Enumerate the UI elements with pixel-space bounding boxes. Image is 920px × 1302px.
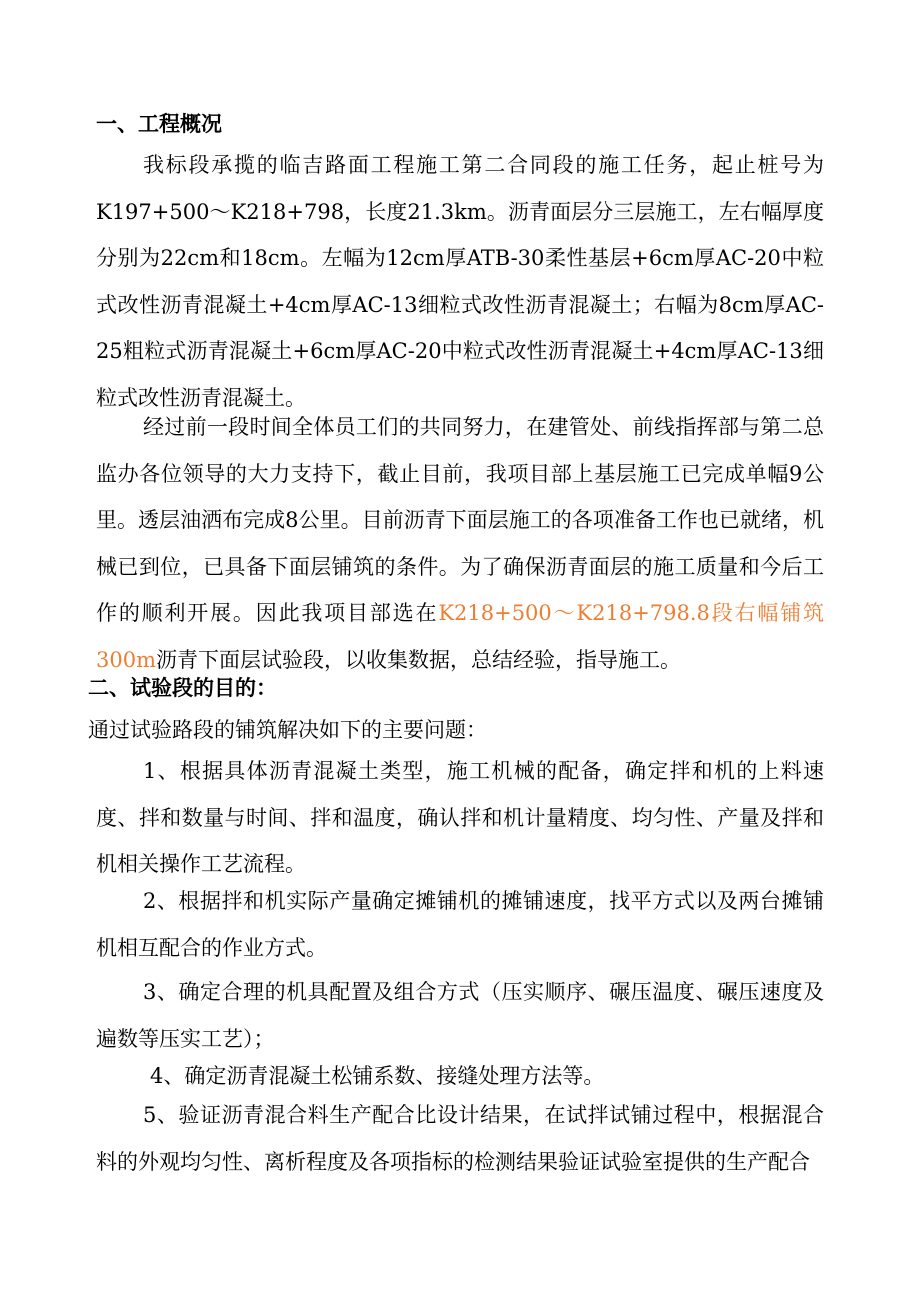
section2-heading: 二、试验段的目的：	[88, 676, 277, 700]
section1-heading: 一、工程概况	[96, 112, 222, 136]
section2-intro: 通过试验路段的铺筑解决如下的主要问题：	[88, 718, 487, 742]
progress-text: 经过前一段时间全体员工们的共同努力，在建管处、前线指挥部与第二总监办各位领导的大力支持下，截止目前，我项目部上基层施工已完成单幅9公里。透层油洒布完成8公里。目前沥青下面层施工的各项准备工作也已就绪，机械已到位，已具备下面层铺筑的条件。为了确保沥青面层的施工质量和今后工作的顺利开展。因此我项目部选在	[96, 415, 824, 625]
section1-paragraph-overview: 我标段承揽的临吉路面工程施工第二合同段的施工任务，起止桩号为K197+500～K218+798，长度21.3km。沥青面层分三层施工，左右幅厚度分别为22cm和18cm。左幅为12cm厚ATB-30柔性基层+6cm厚AC-20中粒式改性沥青混凝土+4cm厚AC-13细粒式改性沥青混凝土；右幅为8cm厚AC-25粗粒式沥青混凝土+6cm厚AC-20中粒式改性沥青混凝土+4cm厚AC-13细粒式改性沥青混凝土。	[96, 153, 824, 410]
purpose-item-4: 4、确定沥青混凝土松铺系数、接缝处理方法等。	[150, 1064, 605, 1088]
purpose-item-3: 3、确定合理的机具配置及组合方式（压实顺序、碾压温度、碾压速度及遍数等压实工艺）；	[96, 980, 824, 1051]
purpose-item-2: 2、根据拌和机实际产量确定摊铺机的摊铺速度，找平方式以及两台摊铺机相互配合的作业方式。	[96, 889, 824, 960]
purpose-item-5: 5、验证沥青混合料生产配合比设计结果，在试拌试铺过程中，根据混合料的外观均匀性、离析程度及各项指标的检测结果验证试验室提供的生产配合	[96, 1103, 824, 1174]
purpose-item-1: 1、根据具体沥青混凝土类型，施工机械的配备，确定拌和机的上料速度、拌和数量与时间、拌和温度，确认拌和机计量精度、均匀性、产量及拌和机相关操作工艺流程。	[96, 759, 824, 876]
section1-paragraph-progress	[96, 404, 824, 683]
trial-section-highlight: K218+500～K218+798.8段右幅铺筑300m	[96, 601, 825, 672]
progress-text-end: 沥青下面层试验段，以收集数据，总结经验，指导施工。	[156, 647, 681, 672]
